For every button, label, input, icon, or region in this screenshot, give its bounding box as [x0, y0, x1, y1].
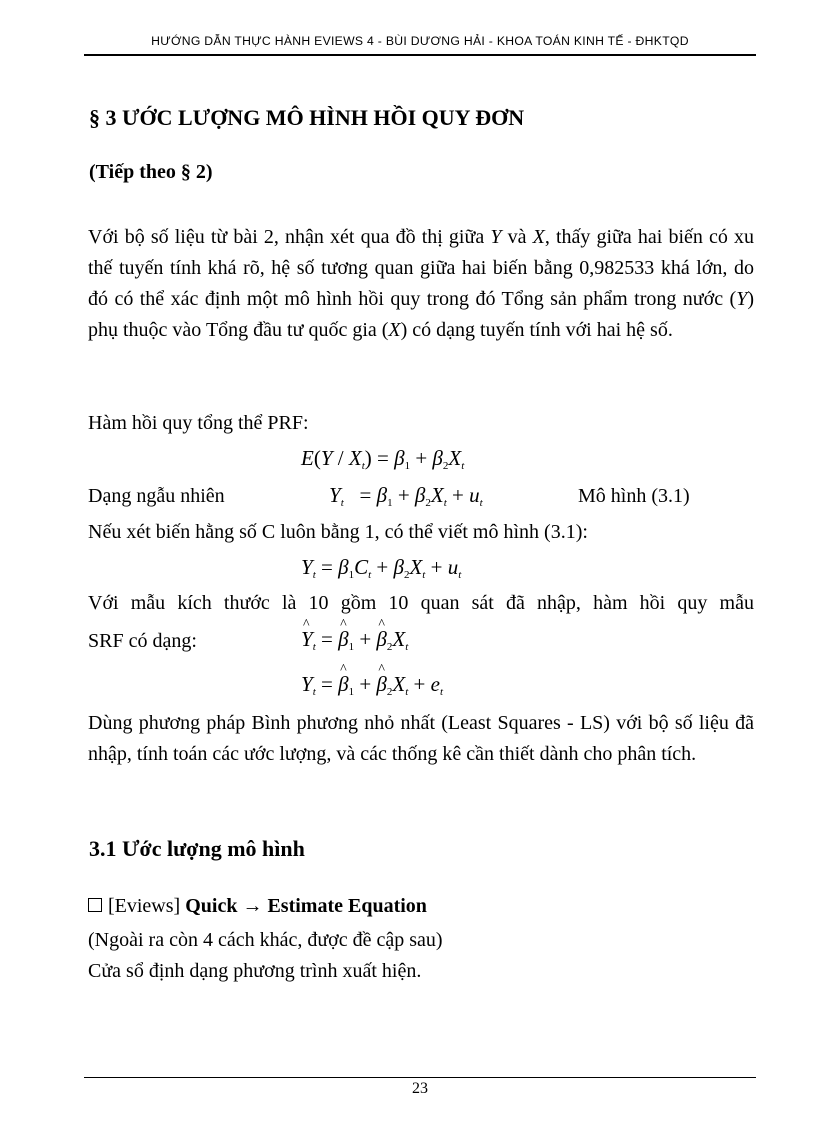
prf-label: Hàm hồi quy tổng thể PRF: [88, 412, 309, 434]
srf-label: SRF có dạng: [88, 630, 197, 652]
continued-note: (Tiếp theo § 2) [89, 161, 213, 183]
menu-estimate-equation: Estimate Equation [267, 895, 427, 917]
running-header: HƯỚNG DẪN THỰC HÀNH EVIEWS 4 - BÙI DƯƠNG HẢI - KHOA TOÁN KINH TẾ - ĐHKTQD [151, 34, 689, 48]
var-y-2: Y [736, 288, 748, 310]
srf-residual-equation: $Y_t$ = ^ $\beta_1$ + ^ $\beta_2X_t + e_t$ [301, 672, 443, 698]
menu-quick: Quick [185, 895, 238, 917]
constant-equation: $Y_t = \beta_1C_t + \beta_2X_t + u_t$ [301, 555, 462, 581]
checkbox-icon [88, 898, 102, 912]
menu-path [88, 895, 427, 918]
footer-rule [84, 1077, 756, 1078]
model-label: Mô hình (3.1) [578, 485, 690, 507]
intro-text-3: ) phụ thuộc vào Tổng đầu tư quốc gia ( [88, 288, 754, 341]
subsection-title: 3.1 Ước lượng mô hình [89, 836, 305, 861]
window-appears-note: Cửa sổ định dạng phương trình xuất hiện. [88, 960, 422, 982]
header-rule [84, 54, 756, 56]
sample-text: Với mẫu kích thước là 10 gồm 10 quan sát đã nhập, hàm hồi quy mẫu [88, 592, 754, 614]
intro-paragraph [88, 222, 754, 346]
var-x-2: X [388, 319, 401, 341]
section-title: § 3 ƯỚC LƯỢNG MÔ HÌNH HỒI QUY ĐƠN [89, 105, 525, 130]
ls-paragraph: Dùng phương pháp Bình phương nhỏ nhất (Least Squares - LS) với bộ số liệu đã nhập, tính toán các ước lượng, và các thống kê cần thiết dành cho phân tích. [88, 712, 754, 765]
menu-prefix: [Eviews] [108, 895, 181, 917]
prf-equation: $E(Y / X_t) = \beta_1 + \beta_2X_t$ [301, 446, 465, 472]
arrow-icon: → [242, 895, 263, 917]
intro-text-2: , thấy giữa hai biến có xu thế tuyến tính khá rõ, hệ số tương quan giữa hai biến bằng 0,982533 khá lớn, do đó có thể xác định một mô hình hồi quy trong đó Tổng sản phẩm trong nước ( [88, 226, 755, 310]
random-form-equation: $Y_t$ = $\beta_1 + \beta_2X_t + u_t$ [329, 483, 483, 509]
random-form-label: Dạng ngẫu nhiên [88, 485, 225, 507]
var-x: X [532, 226, 545, 248]
intro-text-1: Với bộ số liệu từ bài 2, nhận xét qua đồ thị giữa [88, 226, 485, 248]
intro-and: và [507, 226, 527, 248]
intro-text-4: ) có dạng tuyến tính với hai hệ số. [400, 319, 673, 341]
srf-equation: ^ $Y_t$ = ^ $\beta_1$ + ^ $\beta_2X_t$ [301, 627, 408, 653]
var-y: Y [490, 226, 502, 248]
other-ways-note: (Ngoài ra còn 4 cách khác, được đề cập sau) [88, 929, 443, 951]
constant-note: Nếu xét biến hằng số C luôn bằng 1, có thể viết mô hình (3.1): [88, 521, 588, 543]
page-number: 23 [412, 1080, 428, 1097]
